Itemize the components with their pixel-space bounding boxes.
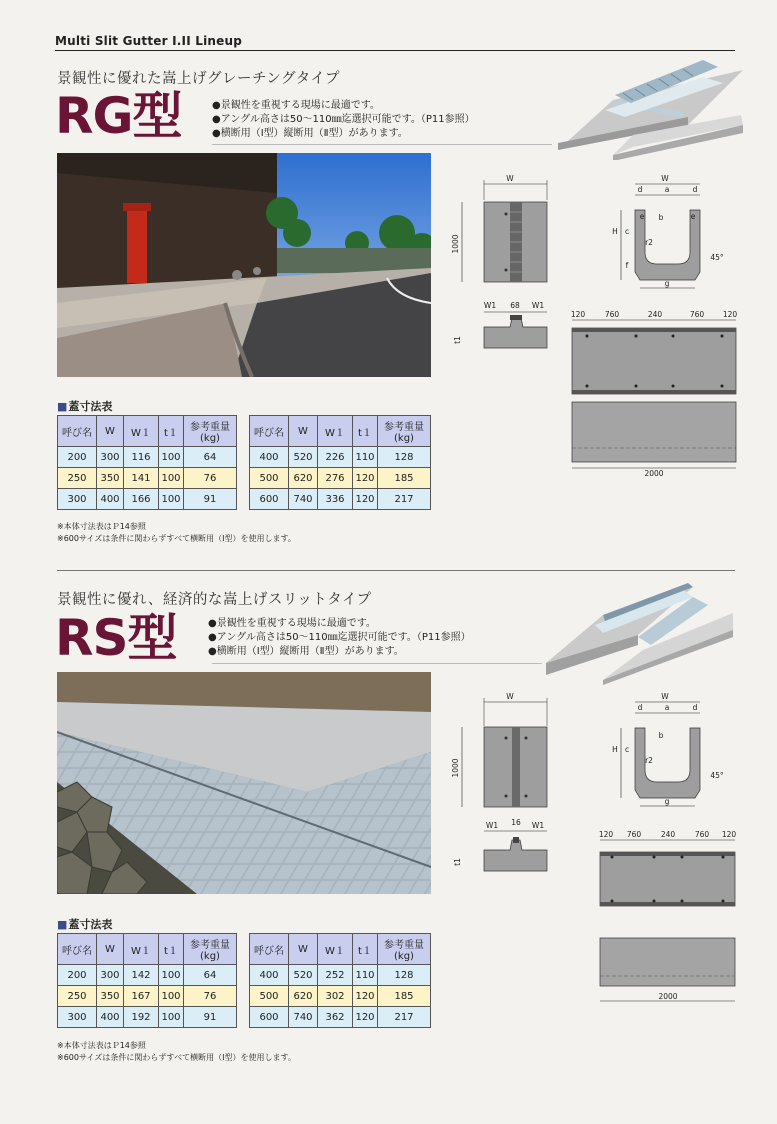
- table-cell: 120: [353, 1007, 378, 1028]
- table-cell: 91: [184, 1007, 237, 1028]
- rs-bullet-1: ●景観性を重視する現場に最適です。: [208, 618, 376, 629]
- table-cell: 120: [353, 468, 378, 489]
- table-row: [58, 447, 237, 468]
- table-header-cell: 参考重量(kg): [184, 934, 237, 965]
- table-cell: 185: [378, 468, 431, 489]
- table-cell: 100: [159, 986, 184, 1007]
- table-cell: 600: [250, 489, 289, 510]
- table-cell: 620: [289, 986, 318, 1007]
- table-cell: 120: [353, 986, 378, 1007]
- rg-installation-photo: [57, 153, 431, 377]
- col-t1: t１: [159, 416, 184, 447]
- table-cell: 620: [289, 468, 318, 489]
- rs-table-right: [249, 933, 431, 1028]
- rs-cs-b: b: [658, 731, 664, 740]
- table-header-cell: W１: [318, 934, 353, 965]
- rg-note-2: ※600サイズは条件に関わらずすべて横断用（Ⅰ型）を使用します。: [57, 534, 296, 543]
- rs-dim-w1-left: W1: [485, 821, 499, 830]
- table-cell: 76: [184, 468, 237, 489]
- table-cell: 76: [184, 986, 237, 1007]
- table-header-cell: W１: [124, 934, 159, 965]
- rs-cs-a: a: [664, 703, 670, 712]
- rs-dim-t1: t1: [453, 858, 462, 866]
- table-cell: 100: [159, 489, 184, 510]
- rg-dim-w: W: [506, 174, 514, 183]
- rg-notes: [57, 521, 296, 545]
- table-cell: 226: [318, 447, 353, 468]
- rs-table-left: [57, 933, 237, 1028]
- col-w: W: [97, 416, 124, 447]
- table-cell: 200: [58, 447, 97, 468]
- table-cell: 64: [184, 447, 237, 468]
- table-cell: 110: [353, 965, 378, 986]
- table-row: [58, 986, 237, 1007]
- rg-cs-e1: e: [639, 212, 645, 221]
- table-row: [250, 447, 431, 468]
- table-cell: 128: [378, 447, 431, 468]
- table-header-cell: t１: [353, 416, 378, 447]
- table-cell: 350: [97, 986, 124, 1007]
- rs-table-title: ■ 蓋寸法表: [57, 916, 112, 932]
- table-row: [250, 965, 431, 986]
- table-cell: 141: [124, 468, 159, 489]
- rg-el-p5: 120: [722, 310, 738, 319]
- table-header-cell: t１: [353, 934, 378, 965]
- rg-table-right: [249, 415, 431, 510]
- table-cell: 400: [97, 1007, 124, 1028]
- rg-el-p3: 240: [647, 310, 663, 319]
- table-cell: 276: [318, 468, 353, 489]
- table-header-cell: W: [97, 934, 124, 965]
- table-header-cell: 呼び名: [250, 416, 289, 447]
- rg-bullet-3: ●横断用（Ⅰ型）縦断用（Ⅱ型）があります。: [212, 128, 408, 139]
- table-cell: 200: [58, 965, 97, 986]
- rs-cs-h: H: [612, 745, 618, 754]
- table-cell: 166: [124, 489, 159, 510]
- rs-cs-deg: 45°: [710, 771, 724, 780]
- rg-cs-f: f: [625, 261, 629, 270]
- table-cell: 142: [124, 965, 159, 986]
- table-cell: 167: [124, 986, 159, 1007]
- table-cell: 500: [250, 986, 289, 1007]
- rg-cs-c: c: [624, 227, 630, 236]
- table-cell: 300: [97, 447, 124, 468]
- rs-dim-w1-right: W1: [531, 821, 545, 830]
- rg-cs-e2: e: [690, 212, 696, 221]
- rg-table-left: [57, 415, 237, 510]
- rg-dim-mid: 68: [510, 301, 520, 310]
- rs-el-total: 2000: [658, 992, 678, 1001]
- table-row: [250, 468, 431, 489]
- table-cell: 100: [159, 447, 184, 468]
- rg-rule: [212, 144, 552, 145]
- table-header-cell: t１: [159, 934, 184, 965]
- rs-cs-r: r2: [645, 756, 653, 765]
- table-header-cell: 参考重量(kg): [378, 416, 431, 447]
- rg-cs-deg: 45°: [710, 253, 724, 262]
- rs-cs-d1: d: [637, 703, 643, 712]
- section-divider: [57, 570, 735, 571]
- rs-cs-d2: d: [692, 703, 698, 712]
- table-cell: 120: [353, 489, 378, 510]
- rg-dim-len: 1000: [451, 234, 460, 254]
- rs-el-p3: 240: [660, 830, 676, 839]
- rs-el-p4: 760: [694, 830, 710, 839]
- table-cell: 740: [289, 1007, 318, 1028]
- rs-bullets: [208, 617, 471, 659]
- rg-cs-a: a: [664, 185, 670, 194]
- rs-cross-section: [585, 690, 730, 815]
- rs-bullet-3: ●横断用（Ⅰ型）縦断用（Ⅱ型）があります。: [208, 646, 404, 657]
- table-row: [58, 1007, 237, 1028]
- table-cell: 400: [250, 965, 289, 986]
- rg-elevation-diagram: [570, 308, 740, 483]
- table-cell: 600: [250, 1007, 289, 1028]
- rg-cs-g: g: [664, 279, 670, 288]
- table-cell: 116: [124, 447, 159, 468]
- rg-product-render: [553, 55, 743, 160]
- table-cell: 128: [378, 965, 431, 986]
- table-cell: 300: [97, 965, 124, 986]
- col-name: 呼び名: [58, 416, 97, 447]
- rg-bullets: [212, 99, 475, 141]
- rs-bullet-2: ●アングル高さは50～110㎜迄選択可能です。（P11参照）: [208, 632, 471, 643]
- table-header-cell: W１: [318, 416, 353, 447]
- rg-cs-d2: d: [692, 185, 698, 194]
- rs-cs-g: g: [664, 797, 670, 806]
- col-w1: W１: [124, 416, 159, 447]
- rs-el-p1: 120: [598, 830, 614, 839]
- rs-dim-mid: 16: [511, 818, 521, 827]
- rg-model-title: RG型: [55, 87, 182, 145]
- rs-note-2: ※600サイズは条件に関わらずすべて横断用（Ⅰ型）を使用します。: [57, 1053, 296, 1062]
- table-cell: 250: [58, 468, 97, 489]
- table-cell: 64: [184, 965, 237, 986]
- rg-el-p2: 760: [604, 310, 620, 319]
- table-header-cell: W: [289, 934, 318, 965]
- table-row: [250, 1007, 431, 1028]
- table-row: [58, 468, 237, 489]
- rs-rule: [212, 663, 542, 664]
- rs-model-title: RS型: [55, 609, 177, 667]
- table-cell: 362: [318, 1007, 353, 1028]
- rs-installation-photo: [57, 672, 431, 894]
- table-cell: 300: [58, 489, 97, 510]
- table-cell: 100: [159, 965, 184, 986]
- table-row: [250, 986, 431, 1007]
- table-cell: 400: [97, 489, 124, 510]
- rg-cs-h: H: [612, 227, 618, 236]
- rg-el-p1: 120: [570, 310, 586, 319]
- rs-plan-diagram: [448, 690, 568, 875]
- table-header-cell: W: [289, 416, 318, 447]
- rg-dim-w1-left: W1: [483, 301, 497, 310]
- rs-notes: [57, 1040, 296, 1064]
- rg-bullet-2: ●アングル高さは50～110㎜迄選択可能です。（P11参照）: [212, 114, 475, 125]
- rg-el-p4: 760: [689, 310, 705, 319]
- rs-tagline: 景観性に優れ、経済的な嵩上げスリットタイプ: [57, 592, 372, 608]
- col-weight: 参考重量(kg): [184, 416, 237, 447]
- table-cell: 300: [58, 1007, 97, 1028]
- table-cell: 252: [318, 965, 353, 986]
- table-cell: 91: [184, 489, 237, 510]
- table-cell: 520: [289, 965, 318, 986]
- table-cell: 250: [58, 986, 97, 1007]
- table-cell: 217: [378, 1007, 431, 1028]
- rg-dim-t1: t1: [453, 336, 462, 344]
- rg-cs-w: W: [661, 174, 669, 183]
- rg-cross-section: [585, 172, 730, 297]
- table-cell: 185: [378, 986, 431, 1007]
- rg-el-total: 2000: [644, 469, 664, 478]
- table-header-cell: 呼び名: [250, 934, 289, 965]
- page-title: Multi Slit Gutter I.II Lineup: [55, 34, 243, 48]
- rg-cs-b: b: [658, 213, 664, 222]
- rs-dim-w: W: [506, 692, 514, 701]
- table-cell: 400: [250, 447, 289, 468]
- rg-table-title: ■ 蓋寸法表: [57, 398, 112, 414]
- rg-plan-diagram: [448, 172, 568, 357]
- table-cell: 500: [250, 468, 289, 489]
- table-cell: 302: [318, 986, 353, 1007]
- rg-cs-d1: d: [637, 185, 643, 194]
- rs-cs-w: W: [661, 692, 669, 701]
- rs-el-p2: 760: [626, 830, 642, 839]
- table-cell: 740: [289, 489, 318, 510]
- rg-note-1: ※本体寸法表はＰ14参照: [57, 522, 146, 531]
- rg-bullet-1: ●景観性を重視する現場に最適です。: [212, 100, 380, 111]
- rg-dim-w1-right: W1: [531, 301, 545, 310]
- table-cell: 100: [159, 468, 184, 489]
- table-cell: 110: [353, 447, 378, 468]
- table-row: [58, 489, 237, 510]
- table-row: [250, 489, 431, 510]
- table-cell: 192: [124, 1007, 159, 1028]
- rg-cs-r: r2: [645, 238, 653, 247]
- rs-elevation-diagram: [598, 828, 743, 1008]
- rs-dim-len: 1000: [451, 758, 460, 778]
- table-header-cell: 呼び名: [58, 934, 97, 965]
- table-cell: 217: [378, 489, 431, 510]
- table-cell: 336: [318, 489, 353, 510]
- table-header-cell: 参考重量(kg): [378, 934, 431, 965]
- rs-cs-c: c: [624, 745, 630, 754]
- table-cell: 520: [289, 447, 318, 468]
- rs-el-p5: 120: [721, 830, 737, 839]
- table-cell: 350: [97, 468, 124, 489]
- rg-tagline: 景観性に優れた嵩上げグレーチングタイプ: [57, 71, 340, 87]
- rs-note-1: ※本体寸法表はＰ14参照: [57, 1041, 146, 1050]
- rs-product-render: [543, 575, 738, 685]
- table-cell: 100: [159, 1007, 184, 1028]
- table-row: [58, 965, 237, 986]
- title-rule: [55, 50, 735, 51]
